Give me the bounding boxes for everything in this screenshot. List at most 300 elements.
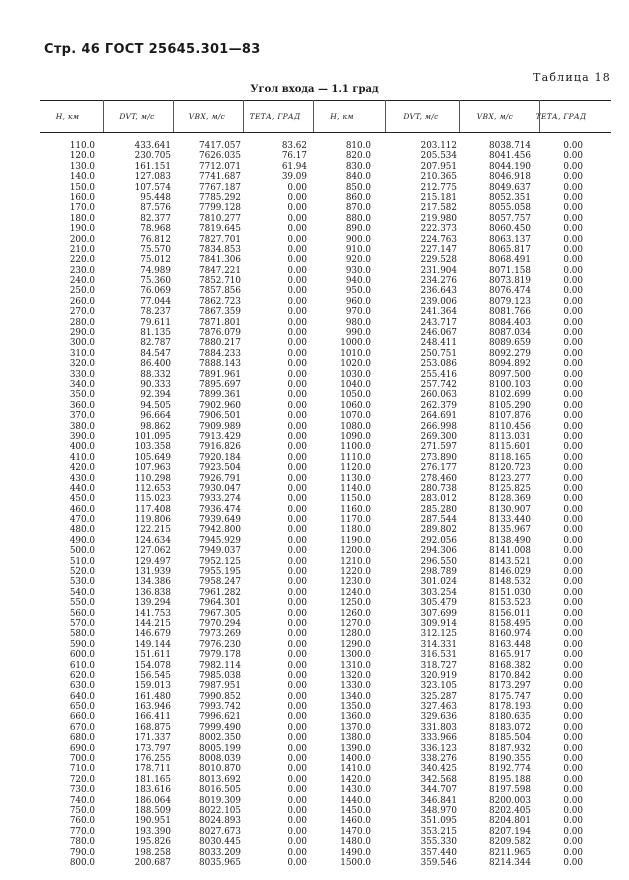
cell-h: 430.0 xyxy=(69,473,95,484)
table-row xyxy=(40,796,611,806)
table-row xyxy=(40,848,611,858)
cell-dvt: 253.086 xyxy=(420,359,457,370)
header-divider xyxy=(103,100,104,132)
table-row xyxy=(40,827,611,837)
cell-vbx: 7996.621 xyxy=(199,712,241,723)
cell-teta: 0.00 xyxy=(563,224,583,235)
cell-dvt: 312.125 xyxy=(420,629,457,640)
cell-vbx: 8153.523 xyxy=(489,598,531,609)
cell-vbx: 8035.965 xyxy=(199,857,241,868)
cell-teta: 0.00 xyxy=(563,359,583,370)
table-row xyxy=(40,390,611,400)
cell-teta: 0.00 xyxy=(563,307,583,318)
cell-teta: 0.00 xyxy=(287,618,307,629)
cell-teta: 0.00 xyxy=(563,452,583,463)
cell-teta: 0.00 xyxy=(287,390,307,401)
cell-dvt: 144.215 xyxy=(134,618,171,629)
cell-vbx: 8120.723 xyxy=(489,463,531,474)
cell-teta: 0.00 xyxy=(287,650,307,661)
table-row xyxy=(40,442,611,452)
cell-teta: 0.00 xyxy=(287,847,307,858)
header-divider xyxy=(385,100,386,132)
cell-h: 1130.0 xyxy=(340,473,371,484)
cell-dvt: 129.497 xyxy=(134,556,171,567)
cell-dvt: 112.653 xyxy=(134,483,171,494)
cell-h: 1060.0 xyxy=(340,400,371,411)
cell-dvt: 257.742 xyxy=(420,379,457,390)
table-row xyxy=(40,733,611,743)
cell-dvt: 320.919 xyxy=(420,670,457,681)
cell-dvt: 92.394 xyxy=(140,390,171,401)
cell-teta: 0.00 xyxy=(287,795,307,806)
cell-vbx: 8125.825 xyxy=(489,483,531,494)
cell-teta: 0.00 xyxy=(287,857,307,868)
cell-h: 1120.0 xyxy=(340,463,371,474)
cell-h: 150.0 xyxy=(69,182,95,193)
cell-dvt: 210.365 xyxy=(420,172,457,183)
cell-teta: 0.00 xyxy=(287,660,307,671)
cell-h: 610.0 xyxy=(69,660,95,671)
cell-h: 490.0 xyxy=(69,535,95,546)
cell-teta: 0.00 xyxy=(563,806,583,816)
cell-teta: 0.00 xyxy=(287,348,307,359)
cell-vbx: 8148.532 xyxy=(489,577,531,588)
cell-vbx: 8160.974 xyxy=(489,629,531,640)
cell-teta: 0.00 xyxy=(563,141,583,151)
cell-vbx: 8019.309 xyxy=(199,795,241,806)
table-row xyxy=(40,432,611,442)
cell-h: 1050.0 xyxy=(340,390,371,401)
cell-vbx: 7930.047 xyxy=(199,483,241,494)
cell-teta: 0.00 xyxy=(563,702,583,713)
cell-teta: 0.00 xyxy=(563,431,583,442)
cell-h: 690.0 xyxy=(69,743,95,754)
cell-vbx: 8008.039 xyxy=(199,754,241,765)
cell-h: 680.0 xyxy=(69,733,95,744)
cell-dvt: 348.970 xyxy=(420,806,457,816)
cell-vbx: 7876.079 xyxy=(199,328,241,339)
table-row xyxy=(40,494,611,504)
cell-vbx: 8027.673 xyxy=(199,826,241,837)
cell-h: 1500.0 xyxy=(340,857,371,868)
cell-dvt: 294.306 xyxy=(420,546,457,557)
cell-dvt: 163.946 xyxy=(134,702,171,713)
cell-vbx: 8110.456 xyxy=(489,421,531,432)
cell-dvt: 276.177 xyxy=(420,463,457,474)
cell-dvt: 183.616 xyxy=(134,785,171,796)
cell-h: 460.0 xyxy=(69,504,95,515)
column-header-h-left: H, км xyxy=(55,111,80,121)
cell-teta: 0.00 xyxy=(287,837,307,848)
table-row xyxy=(40,525,611,535)
cell-h: 1020.0 xyxy=(340,359,371,370)
cell-vbx: 8057.757 xyxy=(489,213,531,224)
cell-teta: 0.00 xyxy=(287,691,307,702)
cell-h: 910.0 xyxy=(345,244,371,255)
cell-h: 1180.0 xyxy=(340,525,371,536)
cell-dvt: 82.787 xyxy=(140,338,171,349)
cell-vbx: 8092.279 xyxy=(489,348,531,359)
cell-dvt: 351.095 xyxy=(420,816,457,827)
cell-vbx: 7955.195 xyxy=(199,567,241,578)
cell-vbx: 8192.774 xyxy=(489,764,531,775)
cell-vbx: 8202.405 xyxy=(489,806,531,816)
cell-teta: 0.00 xyxy=(563,515,583,526)
header-divider xyxy=(313,100,314,132)
cell-dvt: 115.023 xyxy=(134,494,171,505)
cell-h: 1110.0 xyxy=(340,452,371,463)
table-header-row xyxy=(40,100,611,132)
cell-h: 1080.0 xyxy=(340,421,371,432)
cell-teta: 0.00 xyxy=(287,265,307,276)
cell-h: 240.0 xyxy=(69,276,95,287)
cell-h: 200.0 xyxy=(69,234,95,245)
cell-teta: 0.00 xyxy=(563,525,583,536)
cell-vbx: 7933.274 xyxy=(199,494,241,505)
cell-teta: 0.00 xyxy=(287,317,307,328)
cell-dvt: 234.276 xyxy=(420,276,457,287)
column-header-vbx-left: VBX, м/с xyxy=(188,111,226,121)
cell-h: 1270.0 xyxy=(340,618,371,629)
cell-h: 1160.0 xyxy=(340,504,371,515)
cell-vbx: 7884.233 xyxy=(199,348,241,359)
table-row xyxy=(40,141,611,151)
cell-h: 520.0 xyxy=(69,567,95,578)
cell-teta: 0.00 xyxy=(287,328,307,339)
cell-teta: 0.00 xyxy=(287,681,307,692)
cell-dvt: 243.717 xyxy=(420,317,457,328)
cell-teta: 0.00 xyxy=(563,338,583,349)
cell-teta: 0.00 xyxy=(287,712,307,723)
cell-teta: 0.00 xyxy=(563,473,583,484)
cell-dvt: 203.112 xyxy=(420,141,457,151)
cell-vbx: 8175.747 xyxy=(489,691,531,702)
table-row xyxy=(40,702,611,712)
table-row xyxy=(40,463,611,473)
cell-h: 500.0 xyxy=(69,546,95,557)
header-divider xyxy=(243,100,244,132)
cell-vbx: 8068.491 xyxy=(489,255,531,266)
cell-h: 1260.0 xyxy=(340,608,371,619)
cell-dvt: 338.276 xyxy=(420,754,457,765)
cell-teta: 0.00 xyxy=(563,463,583,474)
cell-dvt: 271.597 xyxy=(420,442,457,453)
table-row xyxy=(40,505,611,515)
cell-dvt: 227.147 xyxy=(420,244,457,255)
cell-h: 620.0 xyxy=(69,670,95,681)
cell-teta: 0.00 xyxy=(563,608,583,619)
cell-dvt: 250.751 xyxy=(420,348,457,359)
column-header-h-right: H, км xyxy=(330,111,354,121)
cell-h: 820.0 xyxy=(345,151,371,162)
header-divider xyxy=(173,100,174,132)
table-row xyxy=(40,723,611,733)
cell-teta: 0.00 xyxy=(563,421,583,432)
cell-vbx: 8146.029 xyxy=(489,567,531,578)
cell-vbx: 7888.143 xyxy=(199,359,241,370)
cell-teta: 0.00 xyxy=(287,525,307,536)
cell-teta: 0.00 xyxy=(287,473,307,484)
cell-h: 1190.0 xyxy=(340,535,371,546)
cell-vbx: 8156.011 xyxy=(489,608,531,619)
cell-teta: 0.00 xyxy=(287,411,307,422)
table-body xyxy=(40,141,611,868)
cell-dvt: 260.063 xyxy=(420,390,457,401)
cell-teta: 0.00 xyxy=(563,629,583,640)
cell-vbx: 8002.350 xyxy=(199,733,241,744)
cell-h: 600.0 xyxy=(69,650,95,661)
cell-h: 840.0 xyxy=(345,172,371,183)
cell-dvt: 127.083 xyxy=(134,172,171,183)
cell-vbx: 8105.290 xyxy=(489,400,531,411)
cell-dvt: 107.574 xyxy=(134,182,171,193)
cell-dvt: 207.951 xyxy=(420,161,457,172)
table-row xyxy=(40,775,611,785)
cell-dvt: 340.425 xyxy=(420,764,457,775)
cell-vbx: 7871.801 xyxy=(199,317,241,328)
table-row xyxy=(40,650,611,660)
cell-dvt: 264.691 xyxy=(420,411,457,422)
page-header: Стр. 46 ГОСТ 25645.301—83 xyxy=(44,42,261,57)
cell-dvt: 193.390 xyxy=(134,826,171,837)
cell-teta: 0.00 xyxy=(287,556,307,567)
cell-teta: 0.00 xyxy=(563,857,583,868)
cell-h: 130.0 xyxy=(69,161,95,172)
cell-vbx: 8207.194 xyxy=(489,826,531,837)
cell-teta: 0.00 xyxy=(287,203,307,214)
cell-dvt: 301.024 xyxy=(420,577,457,588)
table-row xyxy=(40,744,611,754)
cell-vbx: 7767.187 xyxy=(199,182,241,193)
cell-teta: 0.00 xyxy=(563,826,583,837)
cell-dvt: 353.215 xyxy=(420,826,457,837)
cell-teta: 0.00 xyxy=(287,359,307,370)
cell-vbx: 7862.723 xyxy=(199,296,241,307)
cell-dvt: 161.151 xyxy=(134,161,171,172)
cell-h: 1090.0 xyxy=(340,431,371,442)
cell-dvt: 309.914 xyxy=(420,618,457,629)
cell-h: 640.0 xyxy=(69,691,95,702)
cell-dvt: 166.411 xyxy=(134,712,171,723)
cell-h: 180.0 xyxy=(69,213,95,224)
cell-teta: 0.00 xyxy=(563,795,583,806)
cell-dvt: 296.550 xyxy=(420,556,457,567)
cell-teta: 0.00 xyxy=(563,379,583,390)
table-row xyxy=(40,276,611,286)
cell-dvt: 139.294 xyxy=(134,598,171,609)
cell-teta: 0.00 xyxy=(563,255,583,266)
cell-vbx: 7867.359 xyxy=(199,307,241,318)
cell-dvt: 78.968 xyxy=(140,224,171,235)
cell-teta: 0.00 xyxy=(287,598,307,609)
cell-h: 900.0 xyxy=(345,234,371,245)
cell-vbx: 8211.965 xyxy=(489,847,531,858)
table-row xyxy=(40,609,611,619)
cell-dvt: 280.738 xyxy=(420,483,457,494)
cell-vbx: 8209.582 xyxy=(489,837,531,848)
cell-vbx: 8133.440 xyxy=(489,515,531,526)
cell-teta: 0.00 xyxy=(287,369,307,380)
table-row xyxy=(40,318,611,328)
cell-h: 110.0 xyxy=(69,141,95,151)
cell-vbx: 8013.692 xyxy=(199,774,241,785)
cell-h: 700.0 xyxy=(69,754,95,765)
cell-h: 720.0 xyxy=(69,774,95,785)
cell-h: 1470.0 xyxy=(340,826,371,837)
cell-h: 730.0 xyxy=(69,785,95,796)
cell-h: 290.0 xyxy=(69,328,95,339)
cell-dvt: 292.056 xyxy=(420,535,457,546)
cell-h: 380.0 xyxy=(69,421,95,432)
cell-teta: 0.00 xyxy=(287,764,307,775)
cell-dvt: 84.547 xyxy=(140,348,171,359)
cell-vbx: 8115.601 xyxy=(489,442,531,453)
cell-vbx: 8143.521 xyxy=(489,556,531,567)
cell-dvt: 239.006 xyxy=(420,296,457,307)
cell-h: 1250.0 xyxy=(340,598,371,609)
table-row xyxy=(40,286,611,296)
cell-h: 1380.0 xyxy=(340,733,371,744)
table-row xyxy=(40,671,611,681)
cell-h: 880.0 xyxy=(345,213,371,224)
cell-dvt: 327.463 xyxy=(420,702,457,713)
table-row xyxy=(40,224,611,234)
cell-dvt: 342.568 xyxy=(420,774,457,785)
cell-h: 650.0 xyxy=(69,702,95,713)
cell-vbx: 7979.178 xyxy=(199,650,241,661)
cell-dvt: 79.611 xyxy=(140,317,171,328)
cell-vbx: 8214.344 xyxy=(489,857,531,868)
cell-h: 260.0 xyxy=(69,296,95,307)
cell-dvt: 154.078 xyxy=(134,660,171,671)
cell-h: 830.0 xyxy=(345,161,371,172)
table-row xyxy=(40,411,611,421)
cell-vbx: 8102.699 xyxy=(489,390,531,401)
cell-h: 1310.0 xyxy=(340,660,371,671)
cell-vbx: 7891.961 xyxy=(199,369,241,380)
cell-dvt: 195.826 xyxy=(134,837,171,848)
cell-dvt: 357.440 xyxy=(420,847,457,858)
cell-vbx: 8030.445 xyxy=(199,837,241,848)
cell-h: 540.0 xyxy=(69,587,95,598)
cell-h: 630.0 xyxy=(69,681,95,692)
cell-vbx: 8187.932 xyxy=(489,743,531,754)
cell-dvt: 190.951 xyxy=(134,816,171,827)
cell-h: 770.0 xyxy=(69,826,95,837)
cell-dvt: 127.062 xyxy=(134,546,171,557)
table-row xyxy=(40,266,611,276)
cell-dvt: 171.337 xyxy=(134,733,171,744)
cell-teta: 0.00 xyxy=(287,577,307,588)
cell-h: 1070.0 xyxy=(340,411,371,422)
cell-teta: 0.00 xyxy=(563,691,583,702)
cell-h: 870.0 xyxy=(345,203,371,214)
cell-h: 1440.0 xyxy=(340,795,371,806)
cell-teta: 0.00 xyxy=(563,483,583,494)
cell-vbx: 8076.474 xyxy=(489,286,531,297)
cell-dvt: 77.044 xyxy=(140,296,171,307)
cell-teta: 0.00 xyxy=(563,847,583,858)
cell-teta: 0.00 xyxy=(563,660,583,671)
cell-vbx: 7961.282 xyxy=(199,587,241,598)
cell-teta: 0.00 xyxy=(287,244,307,255)
cell-teta: 0.00 xyxy=(287,296,307,307)
cell-dvt: 96.664 xyxy=(140,411,171,422)
cell-vbx: 7936.474 xyxy=(199,504,241,515)
cell-h: 1430.0 xyxy=(340,785,371,796)
cell-dvt: 236.643 xyxy=(420,286,457,297)
cell-teta: 0.00 xyxy=(563,764,583,775)
cell-vbx: 8173.297 xyxy=(489,681,531,692)
cell-dvt: 136.838 xyxy=(134,587,171,598)
cell-vbx: 8055.058 xyxy=(489,203,531,214)
table-row xyxy=(40,536,611,546)
cell-h: 970.0 xyxy=(345,307,371,318)
cell-h: 400.0 xyxy=(69,442,95,453)
cell-teta: 0.00 xyxy=(563,390,583,401)
cell-h: 1460.0 xyxy=(340,816,371,827)
cell-vbx: 7880.217 xyxy=(199,338,241,349)
cell-teta: 0.00 xyxy=(287,307,307,318)
cell-vbx: 7967.305 xyxy=(199,608,241,619)
cell-teta: 0.00 xyxy=(287,639,307,650)
cell-dvt: 124.634 xyxy=(134,535,171,546)
cell-dvt: 200.687 xyxy=(134,857,171,868)
cell-dvt: 333.966 xyxy=(420,733,457,744)
cell-vbx: 8113.031 xyxy=(489,431,531,442)
cell-dvt: 433.641 xyxy=(134,141,171,151)
cell-teta: 0.00 xyxy=(563,618,583,629)
cell-vbx: 8052.351 xyxy=(489,192,531,203)
cell-dvt: 217.582 xyxy=(420,203,457,214)
cell-vbx: 7973.269 xyxy=(199,629,241,640)
cell-teta: 0.00 xyxy=(563,577,583,588)
cell-dvt: 212.775 xyxy=(420,182,457,193)
cell-h: 1170.0 xyxy=(340,515,371,526)
cell-teta: 0.00 xyxy=(563,348,583,359)
cell-vbx: 8024.893 xyxy=(199,816,241,827)
cell-teta: 0.00 xyxy=(287,213,307,224)
cell-vbx: 7923.504 xyxy=(199,463,241,474)
cell-teta: 0.00 xyxy=(563,442,583,453)
cell-h: 1340.0 xyxy=(340,691,371,702)
cell-vbx: 8100.103 xyxy=(489,379,531,390)
cell-dvt: 117.408 xyxy=(134,504,171,515)
cell-dvt: 178.711 xyxy=(134,764,171,775)
cell-dvt: 248.411 xyxy=(420,338,457,349)
cell-teta: 0.00 xyxy=(287,234,307,245)
cell-vbx: 8089.659 xyxy=(489,338,531,349)
table-row xyxy=(40,359,611,369)
cell-teta: 0.00 xyxy=(563,151,583,162)
cell-h: 510.0 xyxy=(69,556,95,567)
table-row xyxy=(40,806,611,816)
cell-h: 590.0 xyxy=(69,639,95,650)
cell-h: 1320.0 xyxy=(340,670,371,681)
cell-teta: 0.00 xyxy=(563,328,583,339)
cell-vbx: 8118.165 xyxy=(489,452,531,463)
cell-teta: 0.00 xyxy=(563,556,583,567)
table-label: Таблица 18 xyxy=(533,71,611,84)
cell-vbx: 7952.125 xyxy=(199,556,241,567)
cell-vbx: 7916.826 xyxy=(199,442,241,453)
cell-vbx: 8158.495 xyxy=(489,618,531,629)
cell-dvt: 74.989 xyxy=(140,265,171,276)
cell-teta: 76.17 xyxy=(281,151,307,162)
cell-h: 990.0 xyxy=(345,328,371,339)
cell-teta: 0.00 xyxy=(287,442,307,453)
cell-h: 230.0 xyxy=(69,265,95,276)
